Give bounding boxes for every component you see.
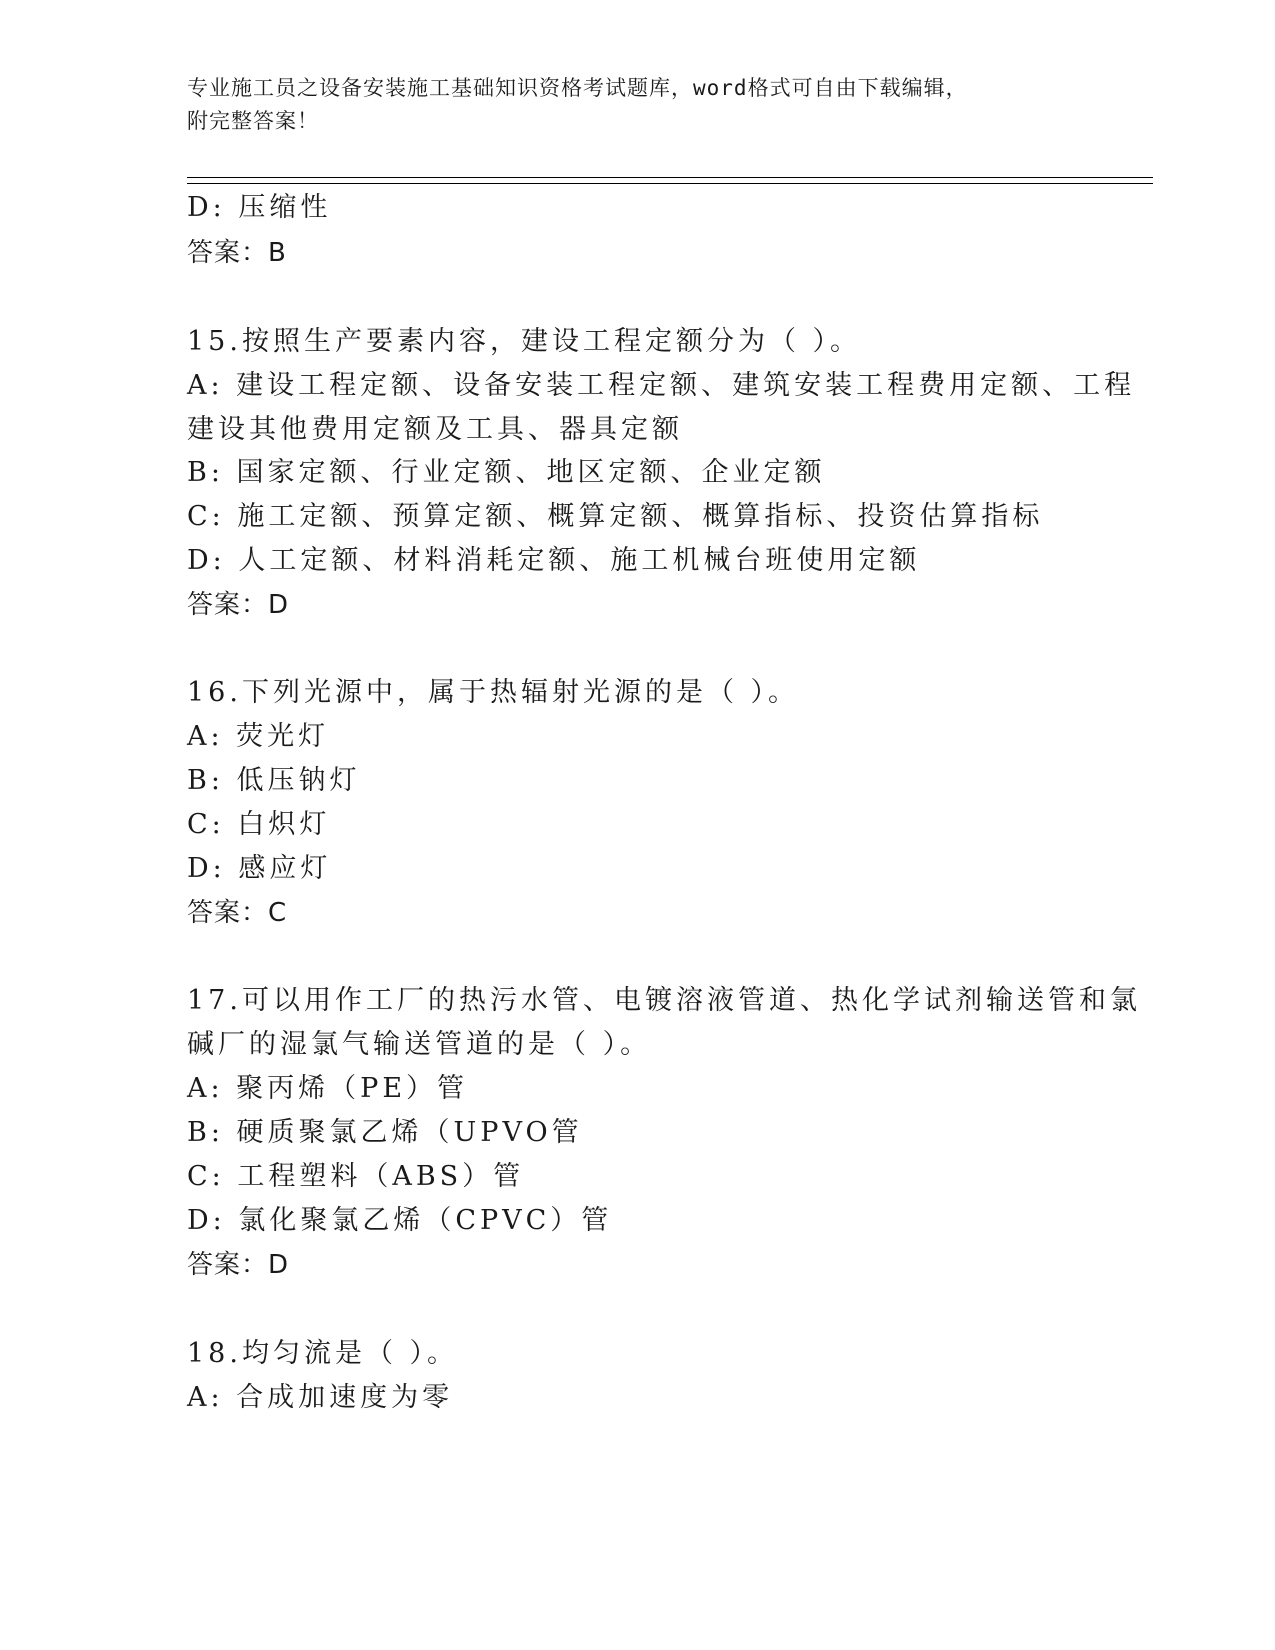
q15-stem: 15.按照生产要素内容，建设工程定额分为（ ）。 (187, 326, 862, 357)
q16-answer: 答案：C (187, 898, 288, 928)
q16-option-c: C: 白炽灯 (187, 809, 331, 840)
q17-option-a: A: 聚丙烯（PE）管 (187, 1073, 469, 1104)
q16-option-d: D: 感应灯 (187, 853, 332, 884)
q16-option-b: B: 低压钠灯 (187, 765, 361, 796)
q17-answer: 答案：D (187, 1250, 290, 1280)
prev-answer: 答案：B (187, 238, 287, 268)
q17-option-d: D: 氯化聚氯乙烯（CPVC）管 (187, 1205, 613, 1236)
prev-option-d: D: 压缩性 (187, 192, 332, 223)
header-divider-bottom (187, 183, 1153, 184)
q15-option-a: A: 建设工程定额、设备安装工程定额、建筑安装工程费用定额、工程 (187, 370, 1136, 401)
q16-stem: 16.下列光源中，属于热辐射光源的是（ ）。 (187, 677, 800, 708)
q17-option-b: B: 硬质聚氯乙烯（UPVO管 (187, 1117, 583, 1148)
q16-option-a: A: 荧光灯 (187, 721, 330, 752)
q15-option-a-cont: 建设其他费用定额及工具、器具定额 (187, 414, 683, 445)
header-line-2: 附完整答案！ (187, 109, 319, 133)
q18-stem: 18.均匀流是（ ）。 (187, 1338, 459, 1369)
q18-option-a: A: 合成加速度为零 (187, 1382, 454, 1413)
header-divider-top (187, 177, 1153, 178)
document-header (187, 72, 1087, 138)
q15-option-b: B: 国家定额、行业定额、地区定额、企业定额 (187, 457, 826, 488)
q15-option-d: D: 人工定额、材料消耗定额、施工机械台班使用定额 (187, 545, 921, 576)
q17-stem: 17.可以用作工厂的热污水管、电镀溶液管道、热化学试剂输送管和氯 (187, 985, 1141, 1016)
q17-stem-cont: 碱厂的湿氯气输送管道的是（ ）。 (187, 1029, 652, 1060)
q15-option-c: C: 施工定额、预算定额、概算定额、概算指标、投资估算指标 (187, 501, 1044, 532)
q15-answer: 答案：D (187, 590, 290, 620)
header-line-1: 专业施工员之设备安装施工基础知识资格考试题库，word格式可自由下载编辑， (187, 76, 968, 100)
q17-option-c: C: 工程塑料（ABS）管 (187, 1161, 525, 1192)
